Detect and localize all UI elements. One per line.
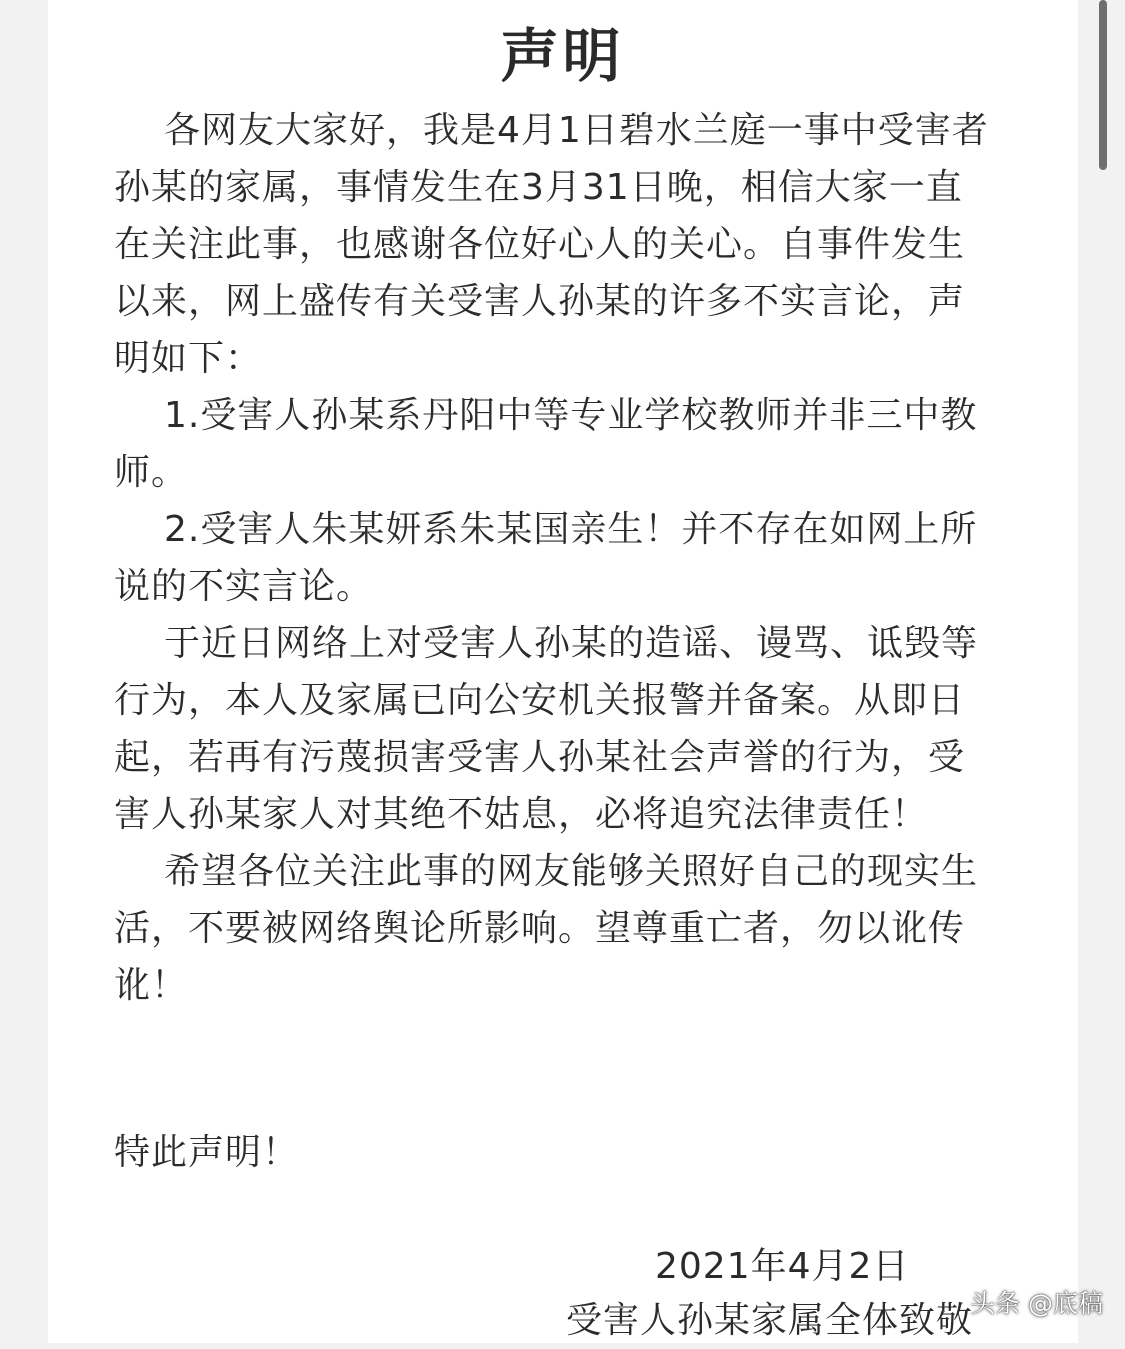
scrollbar[interactable] xyxy=(1107,0,1117,1343)
paragraph-legal-notice: 于近日网络上对受害人孙某的造谣、谩骂、诋毁等行为，本人及家属已向公安机关报警并备案。从即日起，若再有污蔑损害受害人孙某社会声誉的行为，受害人孙某家人对其绝不姑息，必将追究法律责任！ xyxy=(114,623,979,835)
statement-date: 2021年4月2日 xyxy=(655,1246,910,1287)
statement-signature: 受害人孙某家属全体致敬 xyxy=(566,1300,974,1341)
document-body xyxy=(114,102,994,1014)
paragraph-appeal: 希望各位关注此事的网友能够关照好自己的现实生活，不要被网络舆论所影响。望尊重亡者，勿以讹传讹！ xyxy=(114,851,979,1006)
paragraph-point-1: 1.受害人孙某系丹阳中等专业学校教师并非三中教师。 xyxy=(114,395,978,493)
paragraph-intro: 各网友大家好，我是4月1日碧水兰庭一事中受害者孙某的家属，事情发生在3月31日晚，相信大家一直在关注此事，也感谢各位好心人的关心。自事件发生以来，网上盛传有关受害人孙某的许多不实言论，声明如下： xyxy=(114,110,989,379)
closing-statement: 特此声明！ xyxy=(114,1132,300,1173)
paragraph-point-2: 2.受害人朱某妍系朱某国亲生！并不存在如网上所说的不实言论。 xyxy=(114,509,978,607)
watermark: 头条 @底稿 xyxy=(970,1289,1103,1318)
document-title: 声明 xyxy=(500,22,625,90)
